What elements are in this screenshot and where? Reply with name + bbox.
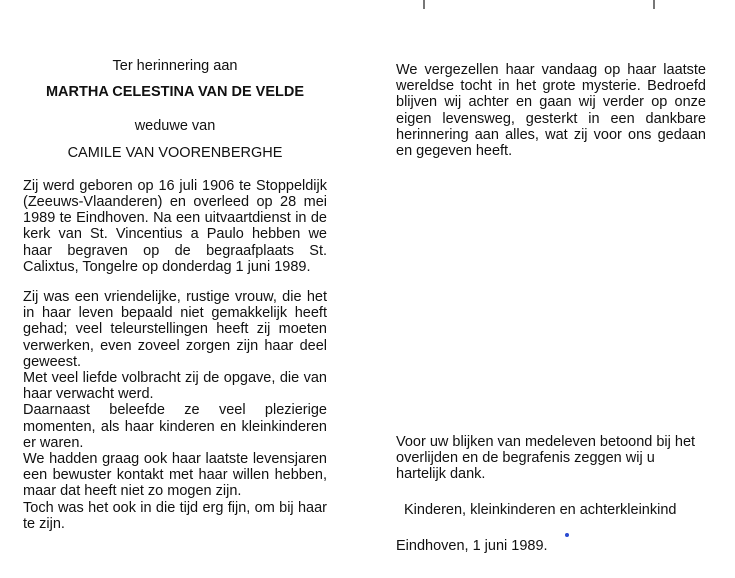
top-tick-mark <box>423 0 425 9</box>
contact-paragraph: We hadden graag ook haar laatste levensjaren een bewuster kontakt met haar willen hebben, maar dat heeft niet zo mogen zijn. <box>23 451 327 500</box>
in-memory-heading: Ter herinnering aan <box>112 58 238 74</box>
thanks-paragraph: Voor uw blijken van medeleven betoond bij het overlijden en de begrafenis zeggen wij u hartelijk dank. <box>396 434 696 483</box>
left-column <box>23 58 327 532</box>
character-paragraph: Zij was een vriendelijke, rustige vrouw, die het in haar leven bepaald niet gemakkelijk heeft gehad; veel teleurstellingen heeft zij moeten verwerken, even zoveel zorgen zijn haar deel geweest. <box>23 289 327 370</box>
joy-paragraph: Daarnaast beleefde ze veel plezierige momenten, als haar kinderen en kleinkinderen er waren. <box>23 402 327 451</box>
spouse-name: CAMILE VAN VOORENBERGHE <box>67 144 283 161</box>
family-signature: Kinderen, kleinkinderen en achterkleinkind <box>404 501 677 518</box>
closing-paragraph: Toch was het ook in die tijd erg fijn, om bij haar te zijn. <box>23 499 327 532</box>
right-column <box>396 62 706 159</box>
widow-of-label: weduwe van <box>134 118 216 135</box>
farewell-paragraph: We vergezellen haar vandaag op haar laatste wereldse tocht in het grote mysterie. Bedroefd blijven wij achter en gaan wij verder op onze eigen levensweg, gesterkt in een dankbare herinnering aan alles, wat zij voor ons gedaan en gegeven heeft. <box>396 62 706 160</box>
deceased-name: MARTHA CELESTINA VAN DE VELDE <box>45 84 305 101</box>
blue-dot-mark <box>565 533 569 537</box>
top-tick-mark <box>653 0 655 9</box>
biography-paragraph: Zij werd geboren op 16 juli 1906 te Stoppeldijk (Zeeuws-Vlaanderen) en overleed op 28 mei 1989 te Eindhoven. Na een uitvaartdienst in de kerk van St. Vincentius a Paulo hebben we haar begraven op de begraafplaats St. Calixtus, Tongelre op donderdag 1 juni 1989. <box>23 177 327 275</box>
thanks-block <box>396 434 696 554</box>
love-paragraph: Met veel liefde volbracht zij de opgave, die van haar verwacht werd. <box>23 370 327 403</box>
place-date: Eindhoven, 1 juni 1989. <box>396 537 548 554</box>
